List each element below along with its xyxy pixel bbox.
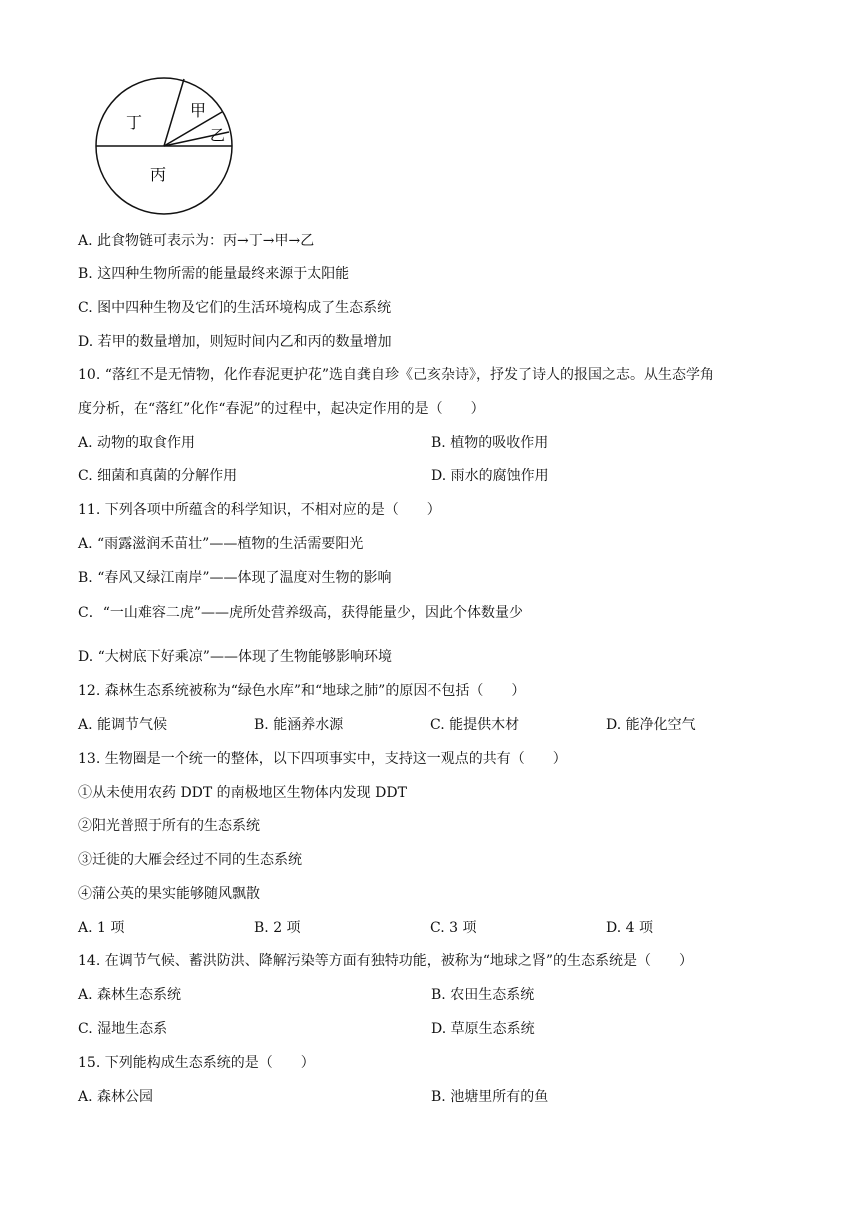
q11-option-a: A. “雨露滋润禾苗壮”——植物的生活需要阳光 (78, 536, 364, 552)
q11-option-b: B. “春风又绿江南岸”——体现了温度对生物的影响 (78, 570, 392, 586)
q13-option-c: C. 3 项 (430, 920, 477, 936)
q9-option-b: B. 这四种生物所需的能量最终来源于太阳能 (78, 266, 350, 282)
q9-option-a: A. 此食物链可表示为：丙→丁→甲→乙 (78, 233, 315, 249)
q10-option-a: A. 动物的取食作用 (78, 435, 196, 451)
q15-option-b: B. 池塘里所有的鱼 (431, 1089, 549, 1105)
label-yi: 乙 (210, 126, 226, 144)
q13-option-b: B. 2 项 (254, 920, 301, 936)
q14-option-b: B. 农田生态系统 (431, 987, 535, 1003)
label-bing: 丙 (150, 165, 167, 184)
q15-stem: 15. 下列能构成生态系统的是（ ） (78, 1055, 315, 1071)
q14-option-a: A. 森林生态系统 (78, 987, 182, 1003)
q10-option-c: C. 细菌和真菌的分解作用 (78, 468, 238, 484)
q14-stem: 14. 在调节气候、蓄洪防洪、降解污染等方面有独特功能，被称为“地球之肾”的生态系统是（ ） (78, 953, 694, 969)
food-chain-circle-figure (92, 74, 242, 218)
q10-stem-line1: 10. “落红不是无情物，化作春泥更护花”选自龚自珍《己亥杂诗》，抒发了诗人的报国之志。从生态学角 (78, 367, 715, 383)
q12-option-b: B. 能涵养水源 (254, 717, 344, 733)
label-ding: 丁 (126, 113, 143, 132)
label-jia: 甲 (190, 101, 207, 120)
q11-option-d: D. “大树底下好乘凉”——体现了生物能够影响环境 (78, 649, 392, 665)
q11-stem: 11. 下列各项中所蕴含的科学知识，不相对应的是（ ） (78, 502, 441, 518)
q12-option-a: A. 能调节气候 (78, 717, 168, 733)
q12-option-d: D. 能净化空气 (606, 717, 696, 733)
q10-option-d: D. 雨水的腐蚀作用 (431, 468, 549, 484)
q10-stem-line2: 度分析，在“落红”化作“春泥”的过程中，起决定作用的是（ ） (78, 401, 485, 417)
q15-option-a: A. 森林公园 (78, 1089, 154, 1105)
q14-option-d: D. 草原生态系统 (431, 1021, 535, 1037)
q13-option-a: A. 1 项 (78, 920, 125, 936)
q12-stem: 12. 森林生态系统被称为“绿色水库”和“地球之肺”的原因不包括（ ） (78, 683, 526, 699)
q13-stem: 13. 生物圈是一个统一的整体，以下四项事实中，支持这一观点的共有（ ） (78, 751, 567, 767)
q13-item-1: ①从未使用农药 DDT 的南极地区生物体内发现 DDT (78, 785, 407, 801)
q13-item-2: ②阳光普照于所有的生态系统 (78, 818, 260, 834)
q13-item-4: ④蒲公英的果实能够随风飘散 (78, 886, 260, 902)
q11-option-c: C．“一山难容二虎”——虎所处营养级高，获得能量少，因此个体数量少 (78, 605, 524, 621)
q9-option-c: C. 图中四种生物及它们的生活环境构成了生态系统 (78, 300, 392, 316)
q9-option-d: D. 若甲的数量增加，则短时间内乙和丙的数量增加 (78, 334, 392, 350)
q10-option-b: B. 植物的吸收作用 (431, 435, 549, 451)
q13-option-d: D. 4 项 (606, 920, 653, 936)
q14-option-c: C. 湿地生态系 (78, 1021, 168, 1037)
q13-item-3: ③迁徙的大雁会经过不同的生态系统 (78, 852, 302, 868)
q12-option-c: C. 能提供木材 (430, 717, 520, 733)
